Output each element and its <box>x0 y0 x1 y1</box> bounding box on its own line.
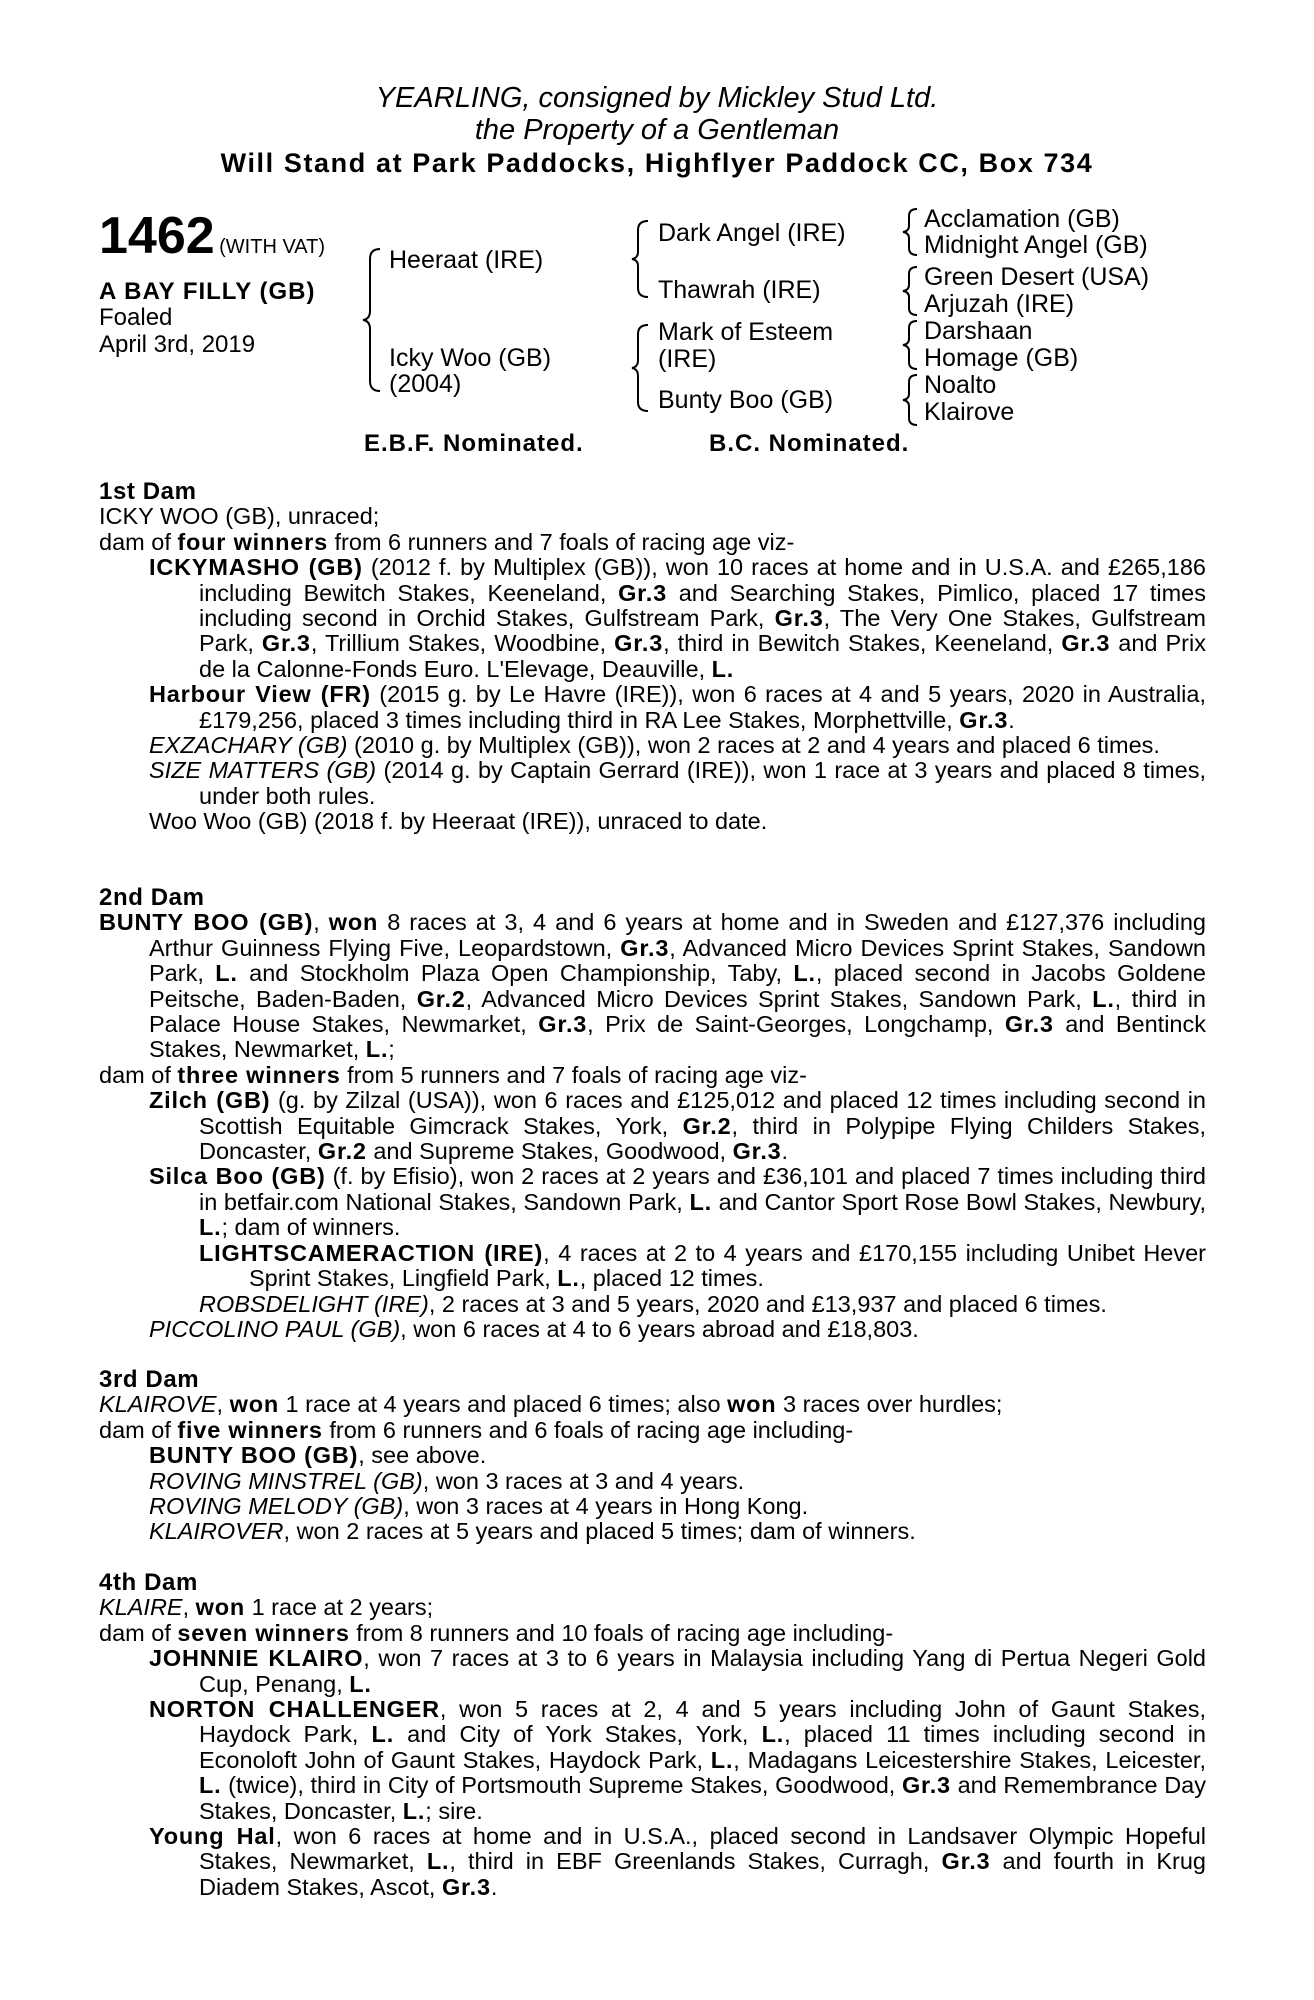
dam2-entry-lightscameraction: LIGHTSCAMERACTION (IRE), 4 races at 2 to 4 years and £170,155 including Unibet Hever Sprint Stakes, Lingfield Park, L., placed 12 times. <box>199 1239 1207 1292</box>
pedigree-g4: Arjuzah (IRE) <box>924 290 1075 318</box>
header-line-1: YEARLING, consigned by Mickley Stud Ltd. <box>375 82 939 114</box>
pedigree-g1: Acclamation (GB) <box>924 205 1120 233</box>
dam4-entry-norton-challenger: NORTON CHALLENGER, won 5 races at 2, 4 and 5 years including John of Gaunt Stakes, Haydock Park, L. and City of York Stakes, York, L., placed 11 times including second in Econoloft John of Gaunt Stakes, Haydock Park, L., Madagans Leicestershire Stakes, Leicester, L. (twice), third in City of Portsmouth Supreme Stakes, Goodwood, Gr.3 and Remembrance Day Stakes, Doncaster, L.; sire. <box>149 1696 1207 1824</box>
dam2-line-2: dam of three winners from 5 runners and 7 foals of racing age viz- <box>99 1061 807 1088</box>
pedigree-g8: Klairove <box>924 398 1015 426</box>
dam3-title: 3rd Dam <box>99 1366 200 1393</box>
dam1-entry-harbour-view: Harbour View (FR) (2015 g. by Le Havre (IRE)), won 6 races at 4 and 5 years, 2020 in Australia, £179,256, placed 3 times including third in RA Lee Stakes, Morphettville, Gr.3. <box>149 681 1206 733</box>
dam3-entry-roving-minstrel: ROVING MINSTREL (GB), won 3 races at 3 and 4 years. <box>149 1467 745 1494</box>
dam2-title: 2nd Dam <box>99 884 205 911</box>
dam4-title: 4th Dam <box>99 1569 198 1596</box>
pedigree-g2: Midnight Angel (GB) <box>924 231 1148 259</box>
dam1-line-1: ICKY WOO (GB), unraced; <box>99 503 380 530</box>
dam2-entry-robsdelight: ROBSDELIGHT (IRE), 2 races at 3 and 5 years, 2020 and £13,937 and placed 6 times. <box>199 1290 1107 1317</box>
g-brace-3 <box>900 318 920 372</box>
dam1-section <box>99 479 1206 835</box>
dam2-entry-zilch: Zilch (GB) (g. by Zilzal (USA)), won 6 races and £125,012 and placed 12 times including second in Scottish Equitable Gimcrack Stakes, York, Gr.2, third in Polypipe Flying Childers Stakes, Doncaster, Gr.2 and Supreme Stakes, Goodwood, Gr.3. <box>149 1087 1207 1165</box>
lot-name: A BAY FILLY (GB) <box>99 278 316 305</box>
sire-dam-brace <box>360 245 384 395</box>
dam3-line-1: KLAIROVE, won 1 race at 4 years and placed 6 times; also won 3 races over hurdles; <box>99 1391 1003 1418</box>
dam1-entry-exzachary: EXZACHARY (GB) (2010 g. by Multiplex (GB)), won 2 races at 2 and 4 years and placed 6 times. <box>149 732 1160 759</box>
pedigree-dam-sire-1: Mark of Esteem <box>658 318 834 346</box>
dam3-entry-roving-melody: ROVING MELODY (GB), won 3 races at 4 years in Hong Kong. <box>149 1493 809 1520</box>
dam1-entry-woo-woo: Woo Woo (GB) (2018 f. by Heeraat (IRE)), unraced to date. <box>149 808 768 835</box>
pedigree-g6: Homage (GB) <box>924 344 1079 372</box>
pedigree-g5: Darshaan <box>924 317 1033 345</box>
lot-number-row <box>99 207 326 265</box>
foaled-date: April 3rd, 2019 <box>99 331 256 358</box>
bc-nominated: B.C. Nominated. <box>709 430 910 457</box>
lot-vat: (WITH VAT) <box>219 236 326 258</box>
dam3-line-2: dam of five winners from 6 runners and 6 foals of racing age including- <box>99 1416 854 1443</box>
dam4-entry-johnnie-klairo: JOHNNIE KLAIRO, won 7 races at 3 to 6 years in Malaysia including Yang di Pertua Negeri Gold Cup, Penang, L. <box>149 1645 1206 1697</box>
dam2-section <box>99 885 1206 1342</box>
dam4-line-1: KLAIRE, won 1 race at 2 years; <box>99 1594 434 1621</box>
lot-number: 1462 <box>99 207 215 265</box>
dam1-entry-ickymasho: ICKYMASHO (GB) (2012 f. by Multiplex (GB)), won 10 races at home and in U.S.A. and £265,186 including Bewitch Stakes, Keeneland, Gr.3 and Searching Stakes, Pimlico, placed 17 times including second in Orchid Stakes, Gulfstream Park, Gr.3, The Very One Stakes, Gulfstream Park, Gr.3, Trillium Stakes, Woodbine, Gr.3, third in Bewitch Stakes, Keeneland, Gr.3 and Prix de la Calonne-Fonds Euro. L'Elevage, Deauville, L. <box>149 554 1206 682</box>
dam1-title: 1st Dam <box>99 478 197 505</box>
dam3-entry-bunty-boo: BUNTY BOO (GB), see above. <box>149 1442 487 1469</box>
dam3-section <box>99 1367 1206 1545</box>
dam3-entry-klairover: KLAIROVER, won 2 races at 5 years and placed 5 times; dam of winners. <box>149 1518 916 1545</box>
pedigree-g7: Noalto <box>924 371 997 399</box>
pedigree-dam-sire-2: (IRE) <box>658 345 717 373</box>
ebf-nominated: E.B.F. Nominated. <box>364 430 584 457</box>
pedigree-g3: Green Desert (USA) <box>924 263 1150 291</box>
dam4-entry-young-hal: Young Hal, won 6 races at home and in U.S.A., placed second in Landsaver Olympic Hopeful Stakes, Newmarket, L., third in EBF Greenlands Stakes, Curragh, Gr.3 and fourth in Krug Diadem Stakes, Ascot, Gr.3. <box>149 1823 1206 1900</box>
g-brace-4 <box>900 372 920 428</box>
g-brace-2 <box>900 264 920 318</box>
pedigree-sire-sire: Dark Angel (IRE) <box>658 219 846 247</box>
foaled-label: Foaled <box>99 304 173 331</box>
pedigree-dam-year: (2004) <box>389 370 462 398</box>
dam2-entry-silca-boo: Silca Boo (GB) (f. by Efisio), won 2 races at 2 years and £36,101 and placed 7 times including third in betfair.com National Stakes, Sandown Park, L. and Cantor Sport Rose Bowl Stakes, Newbury, L.; dam of winners. <box>149 1163 1207 1241</box>
sire-brace <box>628 218 652 300</box>
dam4-line-2: dam of seven winners from 8 runners and 10 foals of racing age including- <box>99 1619 894 1646</box>
dam4-section <box>99 1570 1206 1900</box>
pedigree-dam-dam: Bunty Boo (GB) <box>658 386 834 414</box>
header-line-3: Will Stand at Park Paddocks, Highflyer Paddock CC, Box 734 <box>220 148 1094 178</box>
dam2-headline: BUNTY BOO (GB), won 8 races at 3, 4 and 6 years at home and in Sweden and £127,376 including Arthur Guinness Flying Five, Leopardstown, Gr.3, Advanced Micro Devices Sprint Stakes, Sandown Park, L. and Stockholm Plaza Open Championship, Taby, L., placed second in Jacobs Goldene Peitsche, Baden-Baden, Gr.2, Advanced Micro Devices Sprint Stakes, Sandown Park, L., third in Palace House Stakes, Newmarket, Gr.3, Prix de Saint-Georges, Longchamp, Gr.3 and Bentinck Stakes, Newmarket, L.; <box>99 909 1206 1063</box>
pedigree-sire: Heeraat (IRE) <box>389 246 544 274</box>
dam1-line-2: dam of four winners from 6 runners and 7 foals of racing age viz- <box>99 528 795 555</box>
pedigree-sire-dam: Thawrah (IRE) <box>658 276 821 304</box>
header-line-2: the Property of a Gentleman <box>474 114 840 146</box>
dam-brace <box>628 322 652 414</box>
g-brace-1 <box>900 206 920 258</box>
pedigree-dam: Icky Woo (GB) <box>389 344 552 372</box>
dam1-entry-size-matters: SIZE MATTERS (GB) (2014 g. by Captain Gerrard (IRE)), won 1 race at 3 years and placed 8 times, under both rules. <box>149 757 1206 809</box>
dam2-entry-piccolino-paul: PICCOLINO PAUL (GB), won 6 races at 4 to 6 years abroad and £18,803. <box>149 1315 919 1342</box>
